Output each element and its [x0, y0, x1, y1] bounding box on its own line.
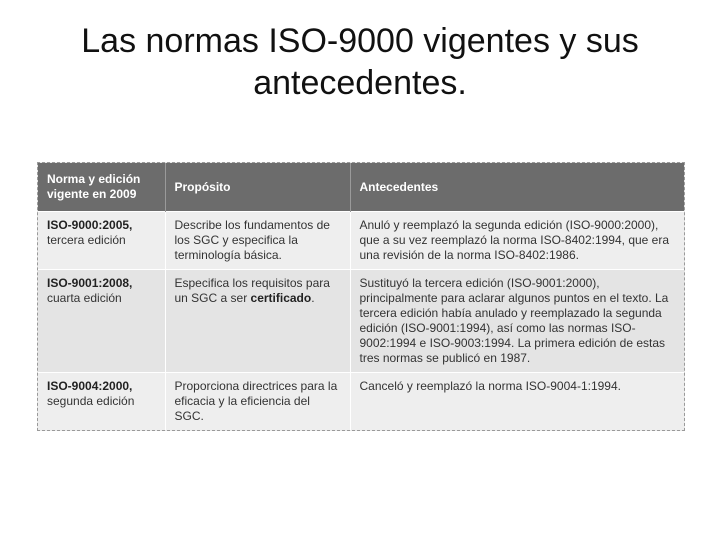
cell-standard	[38, 212, 165, 270]
standard-code: ISO-9001:2008,	[47, 276, 133, 290]
header-background: Antecedentes	[350, 163, 684, 212]
cell-purpose	[165, 270, 350, 373]
slide-title	[0, 20, 720, 104]
purpose-text: Especifica los requisitos para un SGC a ser	[174, 276, 330, 305]
iso-standards-table	[37, 162, 685, 431]
slide-title-line-1: Las normas ISO-9000 vigentes y sus	[81, 22, 639, 60]
standard-edition: tercera edición	[47, 233, 126, 247]
cell-background: Canceló y reemplazó la norma ISO-9004-1:1994.	[350, 373, 684, 431]
cell-background: Anuló y reemplazó la segunda edición (ISO-9000:2000), que a su vez reemplazó la norma ISO-8402:1994, que era una revisión de la norma ISO-8402:1986.	[350, 212, 684, 270]
header-purpose: Propósito	[165, 163, 350, 212]
table-row	[38, 270, 684, 373]
cell-purpose: Proporciona directrices para la eficacia y la eficiencia del SGC.	[165, 373, 350, 431]
standard-code: ISO-9000:2005,	[47, 218, 133, 232]
standard-edition: cuarta edición	[47, 291, 122, 305]
standard-code: ISO-9004:2000,	[47, 379, 133, 393]
table-row	[38, 212, 684, 270]
table-row	[38, 373, 684, 431]
standard-edition: segunda edición	[47, 394, 135, 408]
cell-standard	[38, 270, 165, 373]
header-standard-edition: Norma y edición vigente en 2009	[38, 163, 165, 212]
purpose-emphasis: certificado	[250, 291, 312, 305]
standards-table	[38, 163, 684, 430]
cell-purpose: Describe los fundamentos de los SGC y especifica la terminología básica.	[165, 212, 350, 270]
table-header-row	[38, 163, 684, 212]
cell-background: Sustituyó la tercera edición (ISO-9001:2000), principalmente para aclarar algunos puntos en el texto. La tercera edición había anulado y reemplazado la segunda edición (ISO-9001:1994), así como las normas ISO-9002:1994 e ISO-9003:1994. La primera edición de estas tres normas se publicó en 1987.	[350, 270, 684, 373]
cell-standard	[38, 373, 165, 431]
slide-title-line-2: antecedentes.	[253, 64, 467, 102]
purpose-text-end: .	[311, 291, 315, 305]
